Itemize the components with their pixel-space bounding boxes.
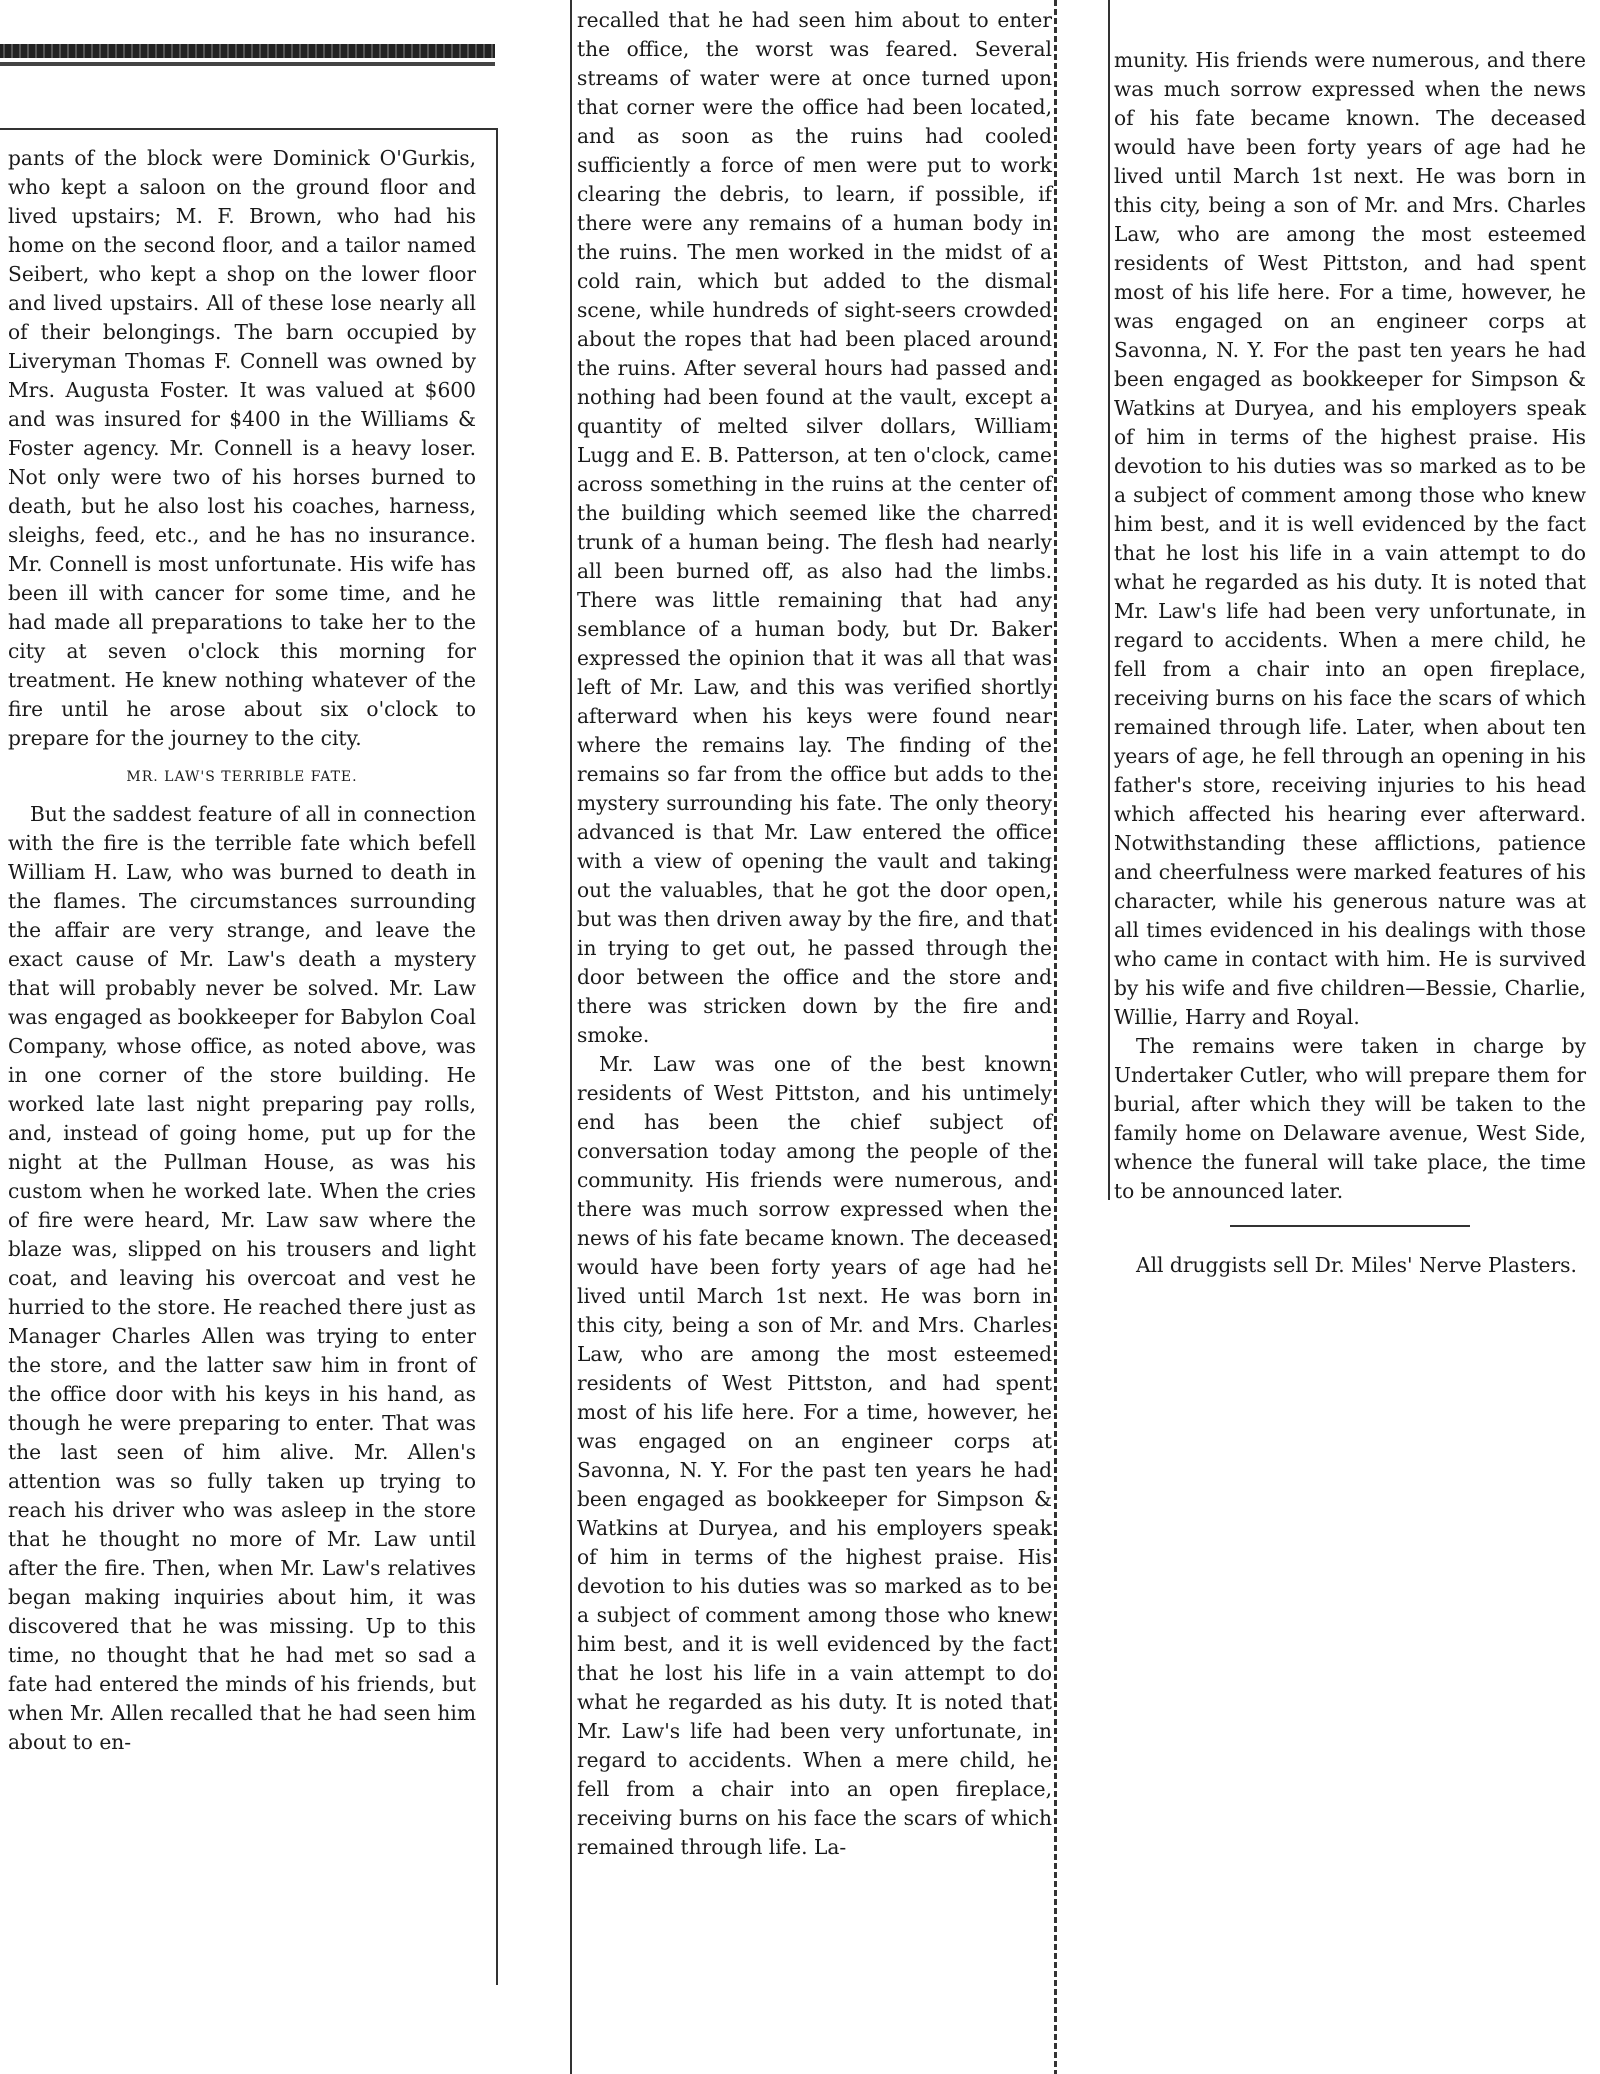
- column-divider-4: [1108, 0, 1110, 1200]
- section-heading: MR. LAW'S TERRIBLE FATE.: [126, 769, 358, 785]
- column3-paragraph-2: The remains were taken in charge by Undertaker Cutler, who will prepare them for burial, after which they will be taken to the family home on Delaware avenue, West Side, whence the funeral will take place, the time to be announced later.: [1114, 1034, 1586, 1203]
- column2-paragraph-1: recalled that he had seen him about to enter the office, the worst was feared. Several streams of water were at once turned upon that corner were the office had been located, and as soon as the ruins had cooled sufficiently a force of men were put to work clearing the debris, to learn, if possible, if there were any remains of a human body in the ruins. The men worked in the midst of a cold rain, which but added to the dismal scene, while hundreds of sight-seers crowded about the ropes that had been placed around the ruins. After several hours had passed and nothing had been found at the vault, except a quantity of melted silver dollars, William Lugg and E. B. Patterson, at ten o'clock, came across something in the ruins at the center of the building which seemed like the charred trunk of a human being. The flesh had nearly all been burned off, as also had the limbs. There was little remaining that had any semblance of a human body, but Dr. Baker expressed the opinion that it was all that was left of Mr. Law, and this was verified shortly afterward when his keys were found near where the remains lay. The finding of the remains so far from the office but adds to the mystery surrounding his fate. The only theory advanced is that Mr. Law entered the office with a view of opening the vault and taking out the valuables, that he got the door open, but was then driven away by the fire, and that in trying to get out, he passed through the door between the office and the store and there was stricken down by the fire and smoke.: [577, 8, 1052, 1047]
- article-column-3: [1114, 46, 1586, 1277]
- column1-paragraph-2: But the saddest feature of all in connection with the fire is the terrible fate which befell William H. Law, who was burned to death in the flames. The circumstances surrounding the affair are very strange, and leave the exact cause of Mr. Law's death a mystery that will probably never be solved. Mr. Law was engaged as bookkeeper for Babylon Coal Company, whose office, as noted above, was in one corner of the store building. He worked late last night preparing pay rolls, and, instead of going home, put up for the night at the Pullman House, as was his custom when he worked late. When the cries of fire were heard, Mr. Law saw where the blaze was, slipped on his trousers and light coat, and leaving his overcoat and vest he hurried to the store. He reached there just as Manager Charles Allen was trying to enter the store, and the latter saw him in front of the office door with his keys in his hand, as though he were preparing to enter. That was the last seen of him alive. Mr. Allen's attention was so fully taken up trying to reach his driver who was asleep in the store that he thought no more of Mr. Law until after the fire. Then, when Mr. Law's relatives began making inquiries about him, it was discovered that he was missing. Up to this time, no thought that he had met so sad a fate had entered the minds of his friends, but when Mr. Allen recalled that he had seen him about to en-: [8, 802, 476, 1754]
- column-divider-1: [496, 130, 498, 1985]
- column1-paragraph-1: pants of the block were Dominick O'Gurkis, who kept a saloon on the ground floor and lived upstairs; M. F. Brown, who had his home on the second floor, and a tailor named Seibert, who kept a shop on the lower floor and lived upstairs. All of these lose nearly all of their belongings. The barn occupied by Liveryman Thomas F. Connell was owned by Mrs. Augusta Foster. It was valued at $600 and was insured for $400 in the Williams & Foster agency. Mr. Connell is a heavy loser. Not only were two of his horses burned to death, but he also lost his coaches, harness, sleighs, feed, etc., and he has no insurance. Mr. Connell is most unfortunate. His wife has been ill with cancer for some time, and he had made all preparations to take her to the city at seven o'clock this morning for treatment. He knew nothing whatever of the fire until he arose about six o'clock to prepare for the journey to the city.: [8, 146, 476, 750]
- column2-paragraph-2: Mr. Law was one of the best known residents of West Pittston, and his untimely end has been the chief subject of conversation today among the people of the community. His friends were numerous, and there was much sorrow expressed when the news of his fate became known. The deceased would have been forty years of age had he lived until March 1st next. He was born in this city, being a son of Mr. and Mrs. Charles Law, who are among the most esteemed residents of West Pittston, and had spent most of his life here. For a time, however, he was engaged on an engineer corps at Savonna, N. Y. For the past ten years he had been engaged as bookkeeper for Simpson & Watkins at Duryea, and his employers speak of him in terms of the highest praise. His devotion to his duties was so marked as to be a subject of comment among those who knew him best, and it is well evidenced by the fact that he lost his life in a vain attempt to do what he regarded as his duty. It is noted that Mr. Law's life had been very unfortunate, in regard to accidents. When a mere child, he fell from a chair into an open fireplace, receiving burns on his face the scars of which remained through life. La-: [577, 1052, 1052, 1859]
- column-divider-2: [570, 0, 572, 2074]
- section-divider: [1114, 1212, 1586, 1241]
- column3-paragraph-1: munity. His friends were numerous, and there was much sorrow expressed when the news of his fate became known. The deceased would have been forty years of age had he lived until March 1st next. He was born in this city, being a son of Mr. and Mrs. Charles Law, who are among the most esteemed residents of West Pittston, and had spent most of his life here. For a time, however, he was engaged on an engineer corps at Savonna, N. Y. For the past ten years he had been engaged as bookkeeper for Simpson & Watkins at Duryea, and his employers speak of him in terms of the highest praise. His devotion to his duties was so marked as to be a subject of comment among those who knew him best, and it is well evidenced by the fact that he lost his life in a vain attempt to do what he regarded as his duty. It is noted that Mr. Law's life had been very unfortunate, in regard to accidents. When a mere child, he fell from a chair into an open fireplace, receiving burns on his face the scars of which remained through life. Later, when about ten years of age, he fell through an opening in his father's store, receiving injuries to his head which affected his hearing ever afterward. Notwithstanding these afflictions, patience and cheerfulness were marked features of his character, while his generous nature was at all times evidenced in his dealings with those who came in contact with him. He is survived by his wife and five children—Bessie, Charlie, Willie, Harry and Royal.: [1114, 48, 1586, 1029]
- masthead-rule: [0, 44, 495, 58]
- masthead-rule-thin: [0, 62, 495, 66]
- article-column-2: [577, 6, 1052, 2066]
- article-column-1: [8, 144, 476, 1974]
- advertisement-notice: All druggists sell Dr. Miles' Nerve Plasters.: [1136, 1253, 1577, 1277]
- column-divider-3: [1054, 0, 1057, 2074]
- column-top-rule: [0, 128, 498, 130]
